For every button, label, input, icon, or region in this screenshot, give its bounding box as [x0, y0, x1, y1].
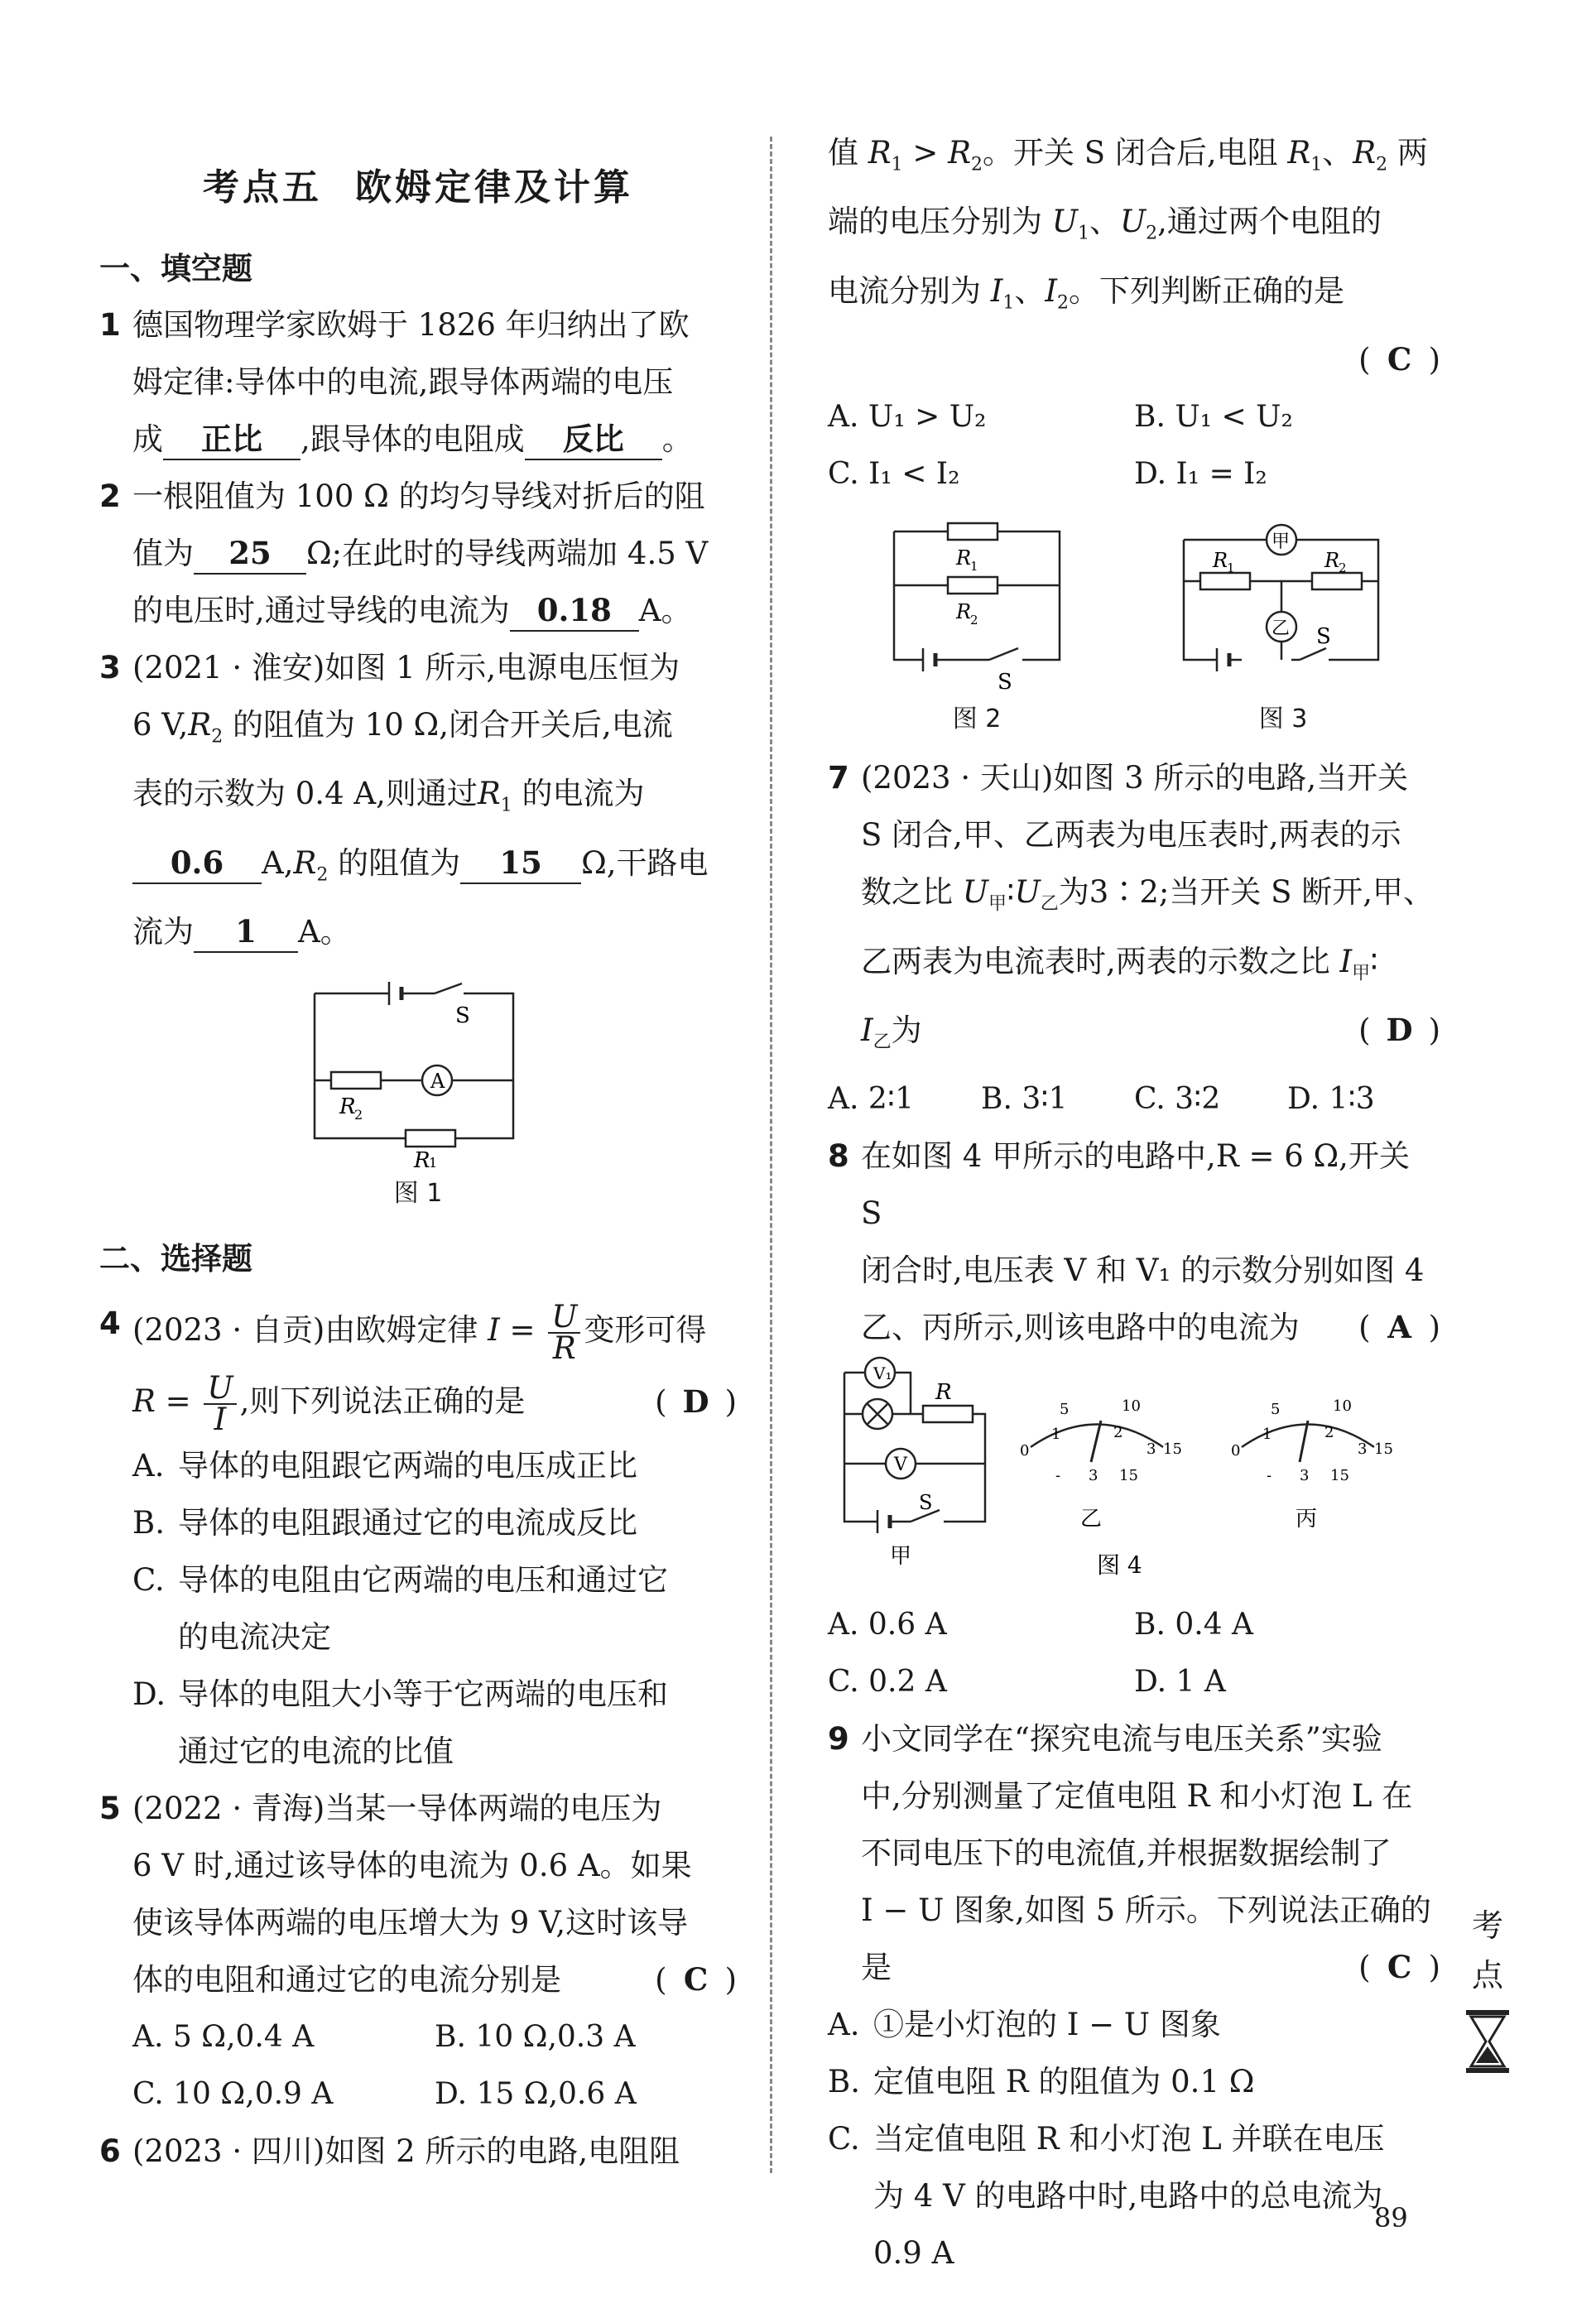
- question-9: [828, 1710, 1440, 1996]
- q6-gt: >: [902, 135, 949, 171]
- fig4-needle-bing: [1300, 1421, 1308, 1462]
- q5-line1: (2022 · 青海)当某一导体两端的电压为: [132, 1791, 662, 1827]
- q2-answer1: 25: [194, 533, 306, 575]
- fig4-yi-tick-3: 3: [1147, 1440, 1156, 1459]
- fig4-wires: [844, 1373, 985, 1522]
- q6-i2-sub: 2: [1057, 292, 1070, 314]
- q6-option-c: C. I₁ < I₂: [828, 457, 960, 492]
- q6-l3c: ,通过两个电阻的: [1157, 204, 1382, 240]
- q3-number: 3: [99, 650, 121, 685]
- q1-number: 1: [99, 307, 121, 343]
- q7-option-c: C. 3∶2: [1134, 1082, 1221, 1117]
- fig2-caption: 图 2: [952, 705, 1002, 734]
- q4-fraction-1: [548, 1298, 580, 1366]
- q2-pre2: 的电压时,通过导线的电流为: [132, 593, 510, 628]
- q7-option-a: A. 2∶1: [828, 1082, 915, 1117]
- fig2-label-s: S: [997, 670, 1012, 694]
- q4-option-a-text: 导体的电阻跟它两端的电压成正比: [178, 1448, 637, 1484]
- q4-option-d: [99, 1666, 737, 1780]
- q7-line2: S 闭合,甲、乙两表为电压表时,两表的示: [861, 817, 1401, 854]
- page-number: 89: [1374, 2202, 1408, 2234]
- q4-option-b-label: B.: [132, 1505, 165, 1541]
- q7-number: 7: [828, 760, 849, 796]
- fig3-resistor-r1: [1200, 573, 1250, 589]
- fig4-yi-tick-5: 5: [1060, 1401, 1070, 1419]
- q4-option-c-text2: 的电流决定: [178, 1619, 331, 1656]
- q4-fraction-2: [204, 1369, 236, 1437]
- q9-option-a-label: A.: [828, 2007, 860, 2043]
- q7-answer-paren: ( D ): [1358, 1002, 1440, 1059]
- q7-u-jia-sub: 甲: [988, 893, 1007, 915]
- q3-answer3: 1: [194, 911, 298, 953]
- hourglass-icon: [1463, 2008, 1512, 2075]
- fig4-bing-tick-10: 10: [1333, 1397, 1352, 1416]
- q3-r-sub: 2: [211, 726, 224, 748]
- question-8: [828, 1128, 1440, 1356]
- fig4-yi-tick-10: 10: [1122, 1397, 1141, 1416]
- q6-options: [828, 388, 1440, 503]
- q4-frac1-num: U: [548, 1302, 580, 1334]
- title-part2: 欧姆定律及计算: [355, 166, 633, 209]
- fig4-label-bing: 丙: [1296, 1507, 1318, 1532]
- fig3-switch: [1300, 648, 1326, 660]
- section-choice: 二、选择题: [99, 1241, 252, 1277]
- q6-l3a: 端的电压分别为: [828, 204, 1052, 240]
- fig3-label-r2: R: [1324, 549, 1340, 573]
- q6-l2e: 两: [1387, 135, 1428, 171]
- fig2-label-r2: R: [956, 600, 972, 624]
- q3-r1-symbol: R: [477, 776, 501, 812]
- fig4-dial-yi-labels: [1020, 1397, 1182, 1484]
- figure-2: [877, 519, 1076, 734]
- question-6-continued: 值 $R_1 > R_2$。开关 S 闭合后,电阻 $R_1$、$R_2$ 两 端的电压分别为 $U_1$、$U_2$,通过两个电阻的 电流分别为 $I_1$、$I_2$。下列判断正确的是 ( C ): [828, 124, 1440, 388]
- fig2-label-r1: R: [956, 546, 972, 570]
- q3-line2a: 6 V,: [132, 707, 189, 743]
- q4-option-b-text: 导体的电阻跟通过它的电流成反比: [178, 1505, 637, 1541]
- q5-line3: 使该导体两端的电压增大为 9 V,这时该导: [132, 1905, 689, 1941]
- q4-r-symbol: R: [132, 1383, 156, 1420]
- side-tab: [1459, 1901, 1517, 2075]
- fig1-label-a: A: [430, 1070, 445, 1094]
- q6-answer: C: [1387, 341, 1412, 378]
- question-5: [99, 1780, 737, 2008]
- q3-line3b: 的电流为: [522, 776, 645, 812]
- fig1-label-r1-sub: 1: [429, 1155, 438, 1168]
- fig4-bing-tick-15: 15: [1374, 1440, 1393, 1459]
- q3-r-symbol: R: [188, 707, 212, 743]
- fig2-resistor-r1: [948, 523, 997, 540]
- q3-answer1: 0.6: [132, 843, 262, 884]
- fig3-caption: 图 3: [1258, 705, 1308, 734]
- q6-r2b-sub: 2: [1376, 154, 1388, 176]
- q1-pre: 成: [132, 421, 163, 457]
- fig3-label-yi: 乙: [1272, 618, 1291, 640]
- q4-i-symbol: I: [488, 1312, 500, 1349]
- fig4-label-yi: 乙: [1080, 1507, 1103, 1532]
- q5-line2: 6 V 时,通过该导体的电流为 0.6 A。如果: [132, 1848, 692, 1884]
- q4-option-a-label: A.: [132, 1448, 165, 1484]
- q3-r2-sub: 2: [316, 864, 329, 886]
- q3-r2-symbol: R: [293, 844, 317, 881]
- circuit-diagram-2: [877, 519, 1076, 693]
- fig4-bing-term-minus: -: [1267, 1467, 1272, 1485]
- q8-options: [828, 1596, 1440, 1710]
- question-4: 4 (2023 · 自贡)由欧姆定律 I = $\frac{U}{R}$ 变形可得 R = $\frac{U}{I}$ ,则下列说法正确的是 ( D ): [99, 1295, 737, 1437]
- q9-number: 9: [828, 1721, 849, 1758]
- q8-line2: 闭合时,电压表 V 和 V₁ 的示数分别如图 4: [861, 1253, 1425, 1289]
- q6-r1b-sub: 1: [1310, 154, 1323, 176]
- q4-option-d-text2: 通过它的电流的比值: [178, 1734, 454, 1770]
- circuit-diagram-1: [298, 969, 538, 1167]
- q1-answer2: 反比: [525, 419, 662, 460]
- q4-answer-paren: ( D ): [655, 1366, 737, 1438]
- circuit-diagram-3: [1175, 519, 1391, 693]
- q4-options: [99, 1437, 737, 1780]
- q4-answer: D: [682, 1383, 709, 1421]
- q9-option-c-text3: 0.9 A: [873, 2235, 954, 2272]
- fig1-label-s: S: [455, 1003, 470, 1029]
- q5-line4: 体的电阻和通过它的电流分别是: [132, 1962, 561, 1998]
- fig4-bing-tick-1: 1: [1262, 1426, 1272, 1444]
- q9-option-b-label: B.: [828, 2064, 860, 2100]
- question-1: [99, 296, 737, 468]
- q6-option-d: D. I₁ = I₂: [1134, 457, 1267, 492]
- q8-option-c: C. 0.2 A: [828, 1665, 947, 1700]
- q1-line1: 德国物理学家欧姆于 1826 年归纳出了欧: [132, 307, 690, 343]
- q3-l4b: 的阻值为: [338, 844, 461, 881]
- fig4-resistor: [923, 1406, 973, 1422]
- column-divider: [770, 137, 772, 2173]
- fig3-label-s: S: [1316, 624, 1331, 650]
- q3-answer2: 15: [460, 843, 581, 884]
- q6-number: 6: [99, 2133, 121, 2170]
- q1-mid: ,跟导体的电阻成: [300, 421, 525, 457]
- fig1-resistor-r1: [406, 1130, 455, 1147]
- q4-option-d-label: D.: [132, 1676, 166, 1713]
- q1-answer1: 正比: [163, 419, 300, 460]
- side-tab-char1: 考: [1471, 1907, 1503, 1944]
- q3-line3a: 表的示数为 0.4 A,则通过: [132, 776, 478, 812]
- q4-option-b: [99, 1494, 737, 1551]
- fig2-label-r2-sub: 2: [970, 613, 978, 628]
- q6-l2c: 。开关 S 闭合后,电阻: [983, 135, 1288, 171]
- title-part1: 考点五: [203, 166, 322, 209]
- q4-option-c-text: 导体的电阻由它两端的电压和通过它: [178, 1562, 668, 1599]
- q3-l5a: 流为: [132, 914, 194, 950]
- q3-r1-sub: 1: [500, 795, 512, 816]
- fig4-label-jia: 甲: [890, 1544, 912, 1570]
- q7-options: [828, 1070, 1440, 1128]
- fig1-resistor-r2: [331, 1072, 381, 1089]
- q1-line2: 姆定律:导体中的电流,跟导体两端的电压: [132, 364, 674, 400]
- question-7: 7 (2023 · 天山)如图 3 所示的电路,当开关 S 闭合,甲、乙两表为电压表时,两表的示 数之比 $U_甲∶U_乙$为3∶2;当开关 S 断开,甲、 乙两表为电流表时,两表的示数之比 $I_甲∶$ $I_乙$为 ( D ): [828, 749, 1440, 1070]
- q8-option-a: A. 0.6 A: [828, 1608, 947, 1642]
- fig1-label-r1: R: [414, 1148, 430, 1168]
- q6-l3b: 、: [1089, 204, 1120, 240]
- q3-l4c: Ω,干路电: [581, 844, 709, 881]
- q9-option-a-text: ①是小灯泡的 I − U 图象: [873, 2007, 1221, 2043]
- figure-4: [828, 1356, 1440, 1596]
- circuit-diagram-4: [828, 1356, 1440, 1596]
- q5-answer: C: [683, 1961, 709, 1998]
- fig2-resistor-r2: [948, 577, 997, 594]
- q3-l5b: A。: [298, 914, 351, 950]
- fig3-label-jia: 甲: [1272, 531, 1291, 553]
- fig1-caption: 图 1: [393, 1179, 443, 1209]
- question-3: [99, 639, 737, 960]
- side-tab-char2: 点: [1471, 1957, 1503, 1993]
- q6-option-b: B. U₁ < U₂: [1134, 400, 1293, 435]
- q7-answer: D: [1386, 1011, 1413, 1048]
- fig3-label-r1-sub: 1: [1227, 560, 1235, 576]
- fig4-yi-tick-2: 2: [1113, 1424, 1123, 1442]
- q9-line1: 小文同学在“探究电流与电压关系”实验: [861, 1721, 1382, 1758]
- q8-option-b: B. 0.4 A: [1134, 1608, 1254, 1642]
- q6-answer-paren: ( C ): [1358, 342, 1440, 378]
- section-fill: 一、填空题: [99, 251, 252, 286]
- q9-line4: I − U 图象,如图 5 所示。下列说法正确的: [861, 1892, 1431, 1929]
- q9-answer-paren: ( C ): [1358, 1939, 1440, 1996]
- q4-option-c-label: C.: [132, 1562, 165, 1599]
- q9-options: [828, 1996, 1440, 2282]
- q9-option-c-text2: 为 4 V 的电路中时,电路中的总电流为: [873, 2178, 1383, 2215]
- q7-line4: 乙两表为电流表时,两表的示数之比: [861, 943, 1330, 979]
- q4-option-c: [99, 1551, 737, 1666]
- q8-number: 8: [828, 1138, 849, 1175]
- fig4-needle-yi: [1091, 1421, 1101, 1462]
- q5-number: 5: [99, 1791, 121, 1827]
- q7-line1: (2023 · 天山)如图 3 所示的电路,当开关: [861, 760, 1409, 796]
- q2-number: 2: [99, 479, 121, 514]
- q5-option-d: D. 15 Ω,0.6 A: [435, 2077, 637, 2112]
- q4-frac2-num: U: [204, 1373, 236, 1405]
- q8-line3: 乙、丙所示,则该电路中的电流为: [861, 1310, 1300, 1346]
- q6-option-a: A. U₁ > U₂: [828, 400, 987, 435]
- right-column: [828, 124, 1440, 2282]
- fig4-label-r: R: [935, 1380, 952, 1406]
- q2-post: A。: [638, 593, 692, 628]
- figure-1: [99, 969, 737, 1209]
- q3-line1: (2021 · 淮安)如图 1 所示,电源电压恒为: [132, 650, 680, 685]
- fig4-bing-tick-5: 5: [1271, 1401, 1281, 1419]
- fig2-label-r1-sub: 1: [970, 559, 978, 575]
- q6-l4b: 、: [1014, 272, 1046, 309]
- q9-line5: 是: [861, 1950, 892, 1986]
- q4-number: 4: [99, 1306, 121, 1342]
- figures-2-3: [828, 511, 1440, 743]
- q9-line3: 不同电压下的电流值,并根据数据绘制了: [861, 1835, 1392, 1872]
- fig1-switch-blade: [435, 983, 462, 993]
- q6-l4a: 电流分别为: [828, 272, 991, 309]
- question-6: [99, 2123, 737, 2180]
- q6-u1-sub: 1: [1077, 223, 1089, 244]
- q9-answer: C: [1387, 1949, 1412, 1986]
- figure-3: [1175, 519, 1391, 734]
- fig1-label-r2-sub: 2: [354, 1107, 363, 1123]
- q6-line1: (2023 · 四川)如图 2 所示的电路,电阻阻: [132, 2133, 680, 2170]
- q4-frac1-den: R: [552, 1330, 576, 1366]
- q6-r1: R: [868, 135, 892, 171]
- q9-option-c-label: C.: [828, 2121, 860, 2157]
- q6-l2d: 、: [1322, 135, 1353, 171]
- q9-option-b-text: 定值电阻 R 的阻值为 0.1 Ω: [873, 2064, 1255, 2100]
- q7-u-yi-sub: 乙: [1040, 893, 1059, 915]
- q5-options: [99, 2008, 737, 2123]
- q4-line2: ,则下列说法正确的是: [239, 1383, 526, 1420]
- q4-pre: (2023 · 自贡)由欧姆定律: [132, 1312, 478, 1349]
- q9-option-a: [828, 1996, 1440, 2053]
- fig4-dial-bing-labels: [1231, 1397, 1393, 1484]
- q9-line2: 中,分别测量了定值电阻 R 和小灯泡 L 在: [861, 1778, 1413, 1815]
- q6-r1b: R: [1287, 135, 1311, 171]
- q6-l2a: 值: [828, 135, 868, 171]
- q6-r2-sub: 2: [971, 154, 983, 176]
- fig4-lamp-cross: [868, 1404, 887, 1424]
- q3-line2b: 的阻值为 10 Ω,闭合开关后,电流: [232, 707, 673, 743]
- page-title: [99, 157, 737, 210]
- q8-answer: A: [1387, 1309, 1411, 1346]
- q2-mid: Ω;在此时的导线两端加 4.5 V: [306, 536, 709, 571]
- q9-option-c-text: 当定值电阻 R 和小灯泡 L 并联在电压: [873, 2121, 1385, 2157]
- q5-option-a: A. 5 Ω,0.4 A: [132, 2020, 315, 2055]
- q5-option-c: C. 10 Ω,0.9 A: [132, 2077, 334, 2112]
- q8-answer-paren: ( A ): [1358, 1299, 1440, 1356]
- question-2: [99, 468, 737, 639]
- q1-post: 。: [661, 421, 693, 457]
- fig1-label-r2: R: [339, 1094, 356, 1120]
- fig4-bing-tick-2: 2: [1324, 1424, 1334, 1442]
- q7-line3b: 为3∶2;当开关 S 断开,甲、: [1058, 874, 1434, 911]
- q4-mid: 变形可得: [584, 1312, 707, 1349]
- fig4-yi-term-3: 3: [1089, 1467, 1098, 1485]
- q8-line1: 在如图 4 甲所示的电路中,R = 6 Ω,开关 S: [861, 1138, 1410, 1232]
- fig2-wires: [894, 531, 1060, 660]
- fig4-yi-tick-15: 15: [1163, 1440, 1182, 1459]
- fig3-resistor-r2: [1312, 573, 1362, 589]
- q2-pre: 值为: [132, 536, 194, 571]
- q7-line3a: 数之比: [861, 874, 963, 911]
- fig4-label-v: V: [894, 1455, 907, 1476]
- fig2-switch: [989, 648, 1018, 660]
- fig4-yi-tick-0: 0: [1020, 1442, 1030, 1460]
- q8-option-d: D. 1 A: [1134, 1665, 1226, 1700]
- q4-option-d-text: 导体的电阻大小等于它两端的电压和: [178, 1676, 668, 1713]
- q7-line5: 为: [891, 1012, 922, 1048]
- q6-i1-sub: 1: [1002, 292, 1015, 314]
- left-column: [99, 124, 737, 2180]
- fig4-bing-term-15: 15: [1330, 1467, 1349, 1485]
- fig4-caption: 图 4: [1097, 1551, 1142, 1580]
- q6-r2: R: [948, 135, 972, 171]
- q4-option-a: [99, 1437, 655, 1494]
- q7-i-yi-sub: 乙: [873, 1032, 892, 1053]
- fig4-yi-term-15: 15: [1119, 1467, 1138, 1485]
- q7-i-jia-sub: 甲: [1352, 962, 1371, 983]
- q4-frac2-den: I: [214, 1401, 227, 1437]
- q6-l4c: 。下列判断正确的是: [1069, 272, 1345, 309]
- q7-option-b: B. 3∶1: [981, 1082, 1068, 1117]
- fig4-dial-bing: [1242, 1425, 1374, 1448]
- q7-option-d: D. 1∶3: [1287, 1082, 1375, 1117]
- q9-option-b: [828, 2053, 1440, 2110]
- q3-l4a: A,: [262, 844, 294, 881]
- fig4-yi-tick-1: 1: [1051, 1426, 1061, 1444]
- q9-option-c: [828, 2110, 1440, 2282]
- fig3-label-r1: R: [1213, 549, 1228, 573]
- q2-answer2: 0.18: [510, 590, 639, 632]
- q6-r2b: R: [1353, 135, 1377, 171]
- fig3-label-r2-sub: 2: [1339, 560, 1347, 576]
- fig4-yi-term-minus: -: [1055, 1467, 1061, 1485]
- q5-option-b: B. 10 Ω,0.3 A: [435, 2020, 636, 2055]
- fig4-bing-term-3: 3: [1300, 1467, 1310, 1485]
- q6-u2-sub: 2: [1146, 223, 1158, 244]
- q2-line1: 一根阻值为 100 Ω 的均匀导线对折后的阻: [132, 479, 705, 514]
- fig4-bing-tick-3: 3: [1358, 1440, 1368, 1459]
- fig4-bing-tick-0: 0: [1231, 1442, 1241, 1460]
- q5-answer-paren: ( C ): [655, 1951, 737, 2008]
- fig4-label-s: S: [919, 1491, 933, 1515]
- fig4-label-v1: V₁: [873, 1363, 892, 1384]
- q6-r1-sub: 1: [891, 154, 903, 176]
